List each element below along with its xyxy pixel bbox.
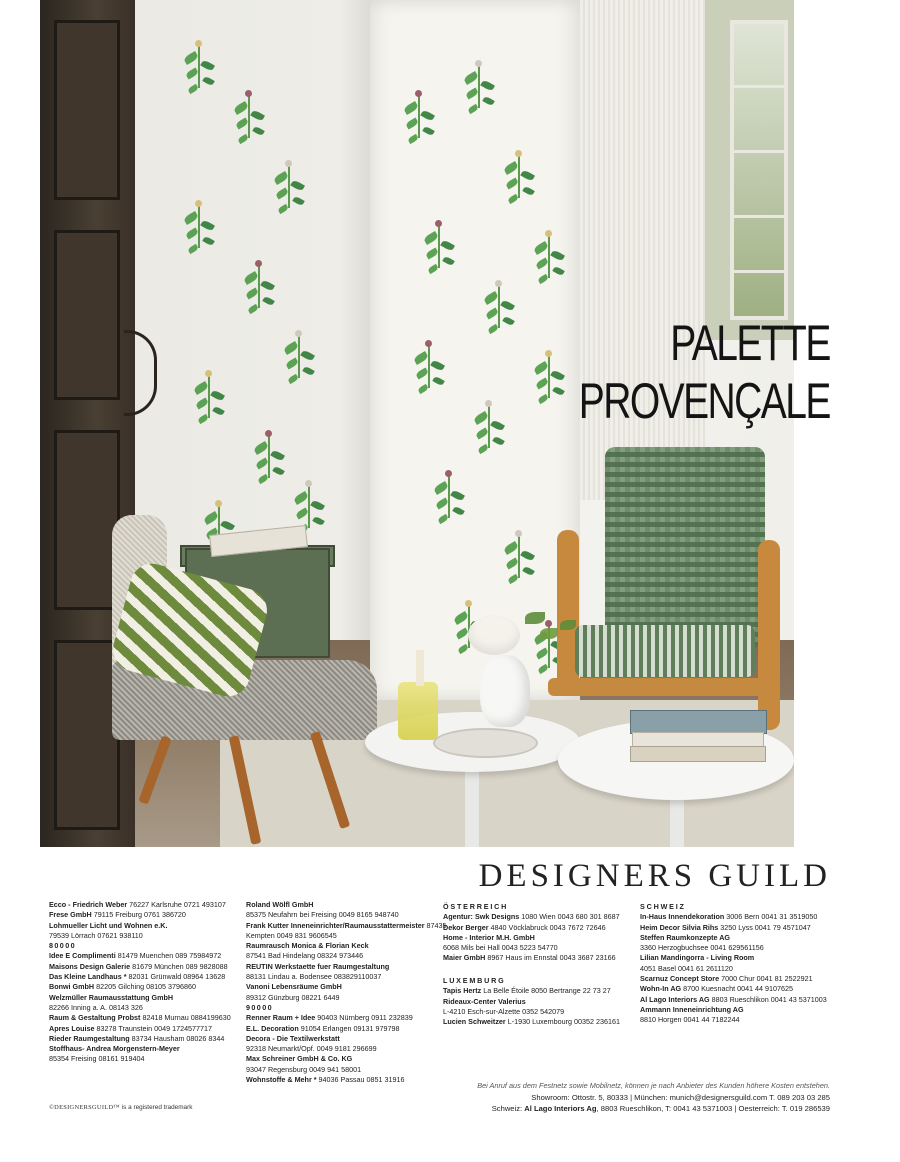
plant-motif (208, 376, 210, 418)
stockist-line: Agentur: Swk Designs 1080 Wien 0043 680 301 8687 (443, 912, 620, 922)
plant-motif (428, 346, 430, 388)
leaf (273, 171, 289, 185)
plant-motif (518, 536, 520, 578)
leaf (290, 179, 305, 192)
stockist-line: Stoffhaus- Andrea Morgenstern-Meyer (49, 1044, 180, 1054)
flower (245, 90, 252, 97)
stockist-line: Raum & Gestaltung Probst 82418 Murnau 0884199630 (49, 1013, 231, 1023)
leaf (257, 474, 268, 484)
stockist-line: Frese GmbH 79115 Freiburg 0761 386720 (49, 910, 186, 920)
leaf (200, 219, 215, 232)
stockist-line: Maisons Design Galerie 81679 München 089 9828088 (49, 961, 228, 971)
stockist-column-4 (640, 900, 827, 1026)
leaf (277, 204, 288, 214)
stockist-line: Roland Wölfl GmbH (246, 900, 314, 909)
headline-line-1: PALETTE (670, 315, 830, 371)
plant-motif (478, 66, 480, 108)
plant-motif (288, 166, 290, 208)
stockist-line: 92318 Neumarkt/Opf. 0049 9181 296699 (246, 1044, 377, 1054)
leaf (210, 389, 225, 402)
leaf (292, 196, 305, 207)
leaf (195, 397, 209, 409)
flower (495, 280, 502, 287)
flower (515, 530, 522, 537)
plant-motif (518, 156, 520, 198)
stockist-line: 89312 Günzburg 08221 6449 (246, 992, 340, 1002)
brand-logo: DESIGNERS GUILD (478, 858, 831, 894)
flower (475, 60, 482, 67)
stockist-line: Decora - Die Textilwerkstatt (246, 1033, 340, 1043)
book-stack (630, 710, 765, 760)
stockist-line: Heim Decor Silvia Rihs 3250 Lyss 0041 79 4571047 (640, 922, 811, 932)
plant-motif (418, 96, 420, 138)
stockist-line: 88131 Lindau a. Bodensee 083829110037 (246, 972, 382, 982)
flower (255, 260, 262, 267)
stockist-line: Renner Raum + Idee 90403 Nürnberg 0911 232839 (246, 1013, 413, 1023)
postcode-heading: 80000 (49, 941, 76, 951)
flower (465, 600, 472, 607)
stockist-line: 8810 Horgen 0041 44 7182244 (640, 1015, 740, 1025)
stockist-line: L-4210 Esch-sur-Alzette 0352 542079 (443, 1006, 565, 1016)
flower (265, 430, 272, 437)
stockist-line: Steffen Raumkonzepte AG (640, 932, 730, 942)
stockist-line: Raumrausch Monica & Florian Keck (246, 941, 369, 951)
flower (295, 330, 302, 337)
leaf (300, 349, 315, 362)
stockist-line: 85354 Freising 08161 919404 (49, 1054, 145, 1064)
stockist-line: Welzmüller Raumausstattung GmbH (49, 992, 174, 1002)
leaf (293, 491, 309, 505)
leaf (185, 227, 199, 239)
leaf (285, 357, 299, 369)
spacer (443, 964, 620, 974)
stockist-line: Frank Kutter Inneneinrichter/Raumausstattermeister 87435 (246, 920, 447, 930)
leaf (202, 236, 215, 247)
stockist-line: E.L. Decoration 91054 Erlangen 09131 979798 (246, 1023, 400, 1033)
stockist-line: In-Haus Innendekoration 3006 Bern 0041 31 3519050 (640, 912, 818, 922)
leaf (247, 304, 258, 314)
leaf (183, 51, 199, 65)
stockist-line: Maier GmbH 8967 Haus im Ennstal 0043 3687 23166 (443, 953, 616, 963)
leaf (287, 374, 298, 384)
stockist-line: Home - Interior M.H. GmbH (443, 932, 535, 942)
stockist-line: Lucien Schweitzer L-1930 Luxembourg 00352 236161 (443, 1017, 621, 1027)
stockist-line: 3360 Herzogbuchsee 0041 629561156 (640, 943, 764, 953)
stockist-line: Apres Louise 83278 Traunstein 0049 1724577717 (49, 1023, 213, 1033)
plant-motif (198, 206, 200, 248)
flower (205, 370, 212, 377)
leaf (275, 187, 289, 199)
stockist-line: Rideaux-Center Valerius (443, 996, 526, 1006)
flower (415, 90, 422, 97)
stockist-line: Dekor Berger 4840 Vöcklabruck 0043 7672 72646 (443, 922, 606, 932)
stockist-line: 82266 Inning a. A. 08143 326 (49, 1002, 143, 1012)
plant-motif (548, 236, 550, 278)
stockist-line: Ecco - Friedrich Weber 76227 Karlsruhe 0721 493107 (49, 900, 226, 909)
plant-motif (448, 476, 450, 518)
stockist-line: 4051 Basel 0041 61 2611120 (640, 963, 733, 973)
leaf (237, 134, 248, 144)
leaf (243, 271, 259, 285)
stockist-line: Lohmueller Licht und Wohnen e.K. (49, 920, 168, 930)
leaf (193, 381, 209, 395)
postcode-heading: 90000 (246, 1002, 273, 1012)
stockist-line: Scarnuz Concept Store 7000 Chur 0041 81 2522921 (640, 974, 813, 984)
headline-line-2: PROVENÇALE (579, 373, 830, 429)
stockist-column-2 (246, 900, 447, 1085)
stockist-line: Max Schreiner GmbH & Co. KG (246, 1054, 353, 1064)
flower (285, 160, 292, 167)
flower (545, 620, 552, 627)
stockist-line: Idee E Complimenti 81479 Muenchen 089 75984972 (49, 951, 222, 961)
flower (485, 400, 492, 407)
stockist-line: 79539 Lörrach 07621 938110 (49, 930, 143, 940)
cost-note: Bei Anruf aus dem Festnetz sowie Mobilnetz, können je nach Anbieter des Kunden höhere Kosten entstehen. (477, 1081, 830, 1090)
headline (579, 314, 830, 430)
stockist-line: REUTIN Werkstaette fuer Raumgestaltung (246, 961, 390, 971)
stockist-column-1 (49, 900, 231, 1065)
flower (305, 480, 312, 487)
stockist-line: Ammann Inneneinrichtung AG (640, 1004, 744, 1014)
stockist-line: Das Kleine Landhaus * 82031 Grünwald 08964 13628 (49, 972, 226, 982)
stockist-line: Al Lago Interiors AG 8803 Rueschlikon 0041 43 5371003 (640, 994, 827, 1004)
stockist-line: 93047 Regensburg 0049 941 58001 (246, 1064, 362, 1074)
stockist-line: Lilian Mandingorra - Living Room (640, 953, 755, 963)
leaf (283, 341, 299, 355)
flower (545, 350, 552, 357)
leaf (197, 414, 208, 424)
stockist-line: 87541 Bad Hindelang 08324 973446 (246, 951, 364, 961)
stockist-line: Wohnstoffe & Mehr * 94036 Passau 0851 31916 (246, 1075, 405, 1085)
stockist-line: Wohn-In AG 8700 Kuesnacht 0041 44 9107625 (640, 984, 794, 994)
leaf (250, 109, 265, 122)
flower (195, 40, 202, 47)
flower (425, 340, 432, 347)
leaf (255, 457, 269, 469)
leaf (270, 449, 285, 462)
leaf (272, 466, 285, 477)
leaf (203, 511, 219, 525)
leaf (187, 84, 198, 94)
leaf (235, 117, 249, 129)
country-heading: LUXEMBURG (443, 976, 506, 986)
leaf (252, 126, 265, 137)
leaf (212, 406, 225, 417)
leaf (245, 287, 259, 299)
flower (515, 150, 522, 157)
leaf (312, 516, 325, 527)
leaf (310, 499, 325, 512)
leaf (260, 279, 275, 292)
plant-motif (198, 46, 200, 88)
leaf (262, 296, 275, 307)
trademark-notice: ©DESIGNERSGUILD™ is a registered trademark (49, 1104, 193, 1111)
country-heading: ÖSTERREICH (443, 902, 509, 911)
stockist-line: 85375 Neufahrn bei Freising 0049 8165 948740 (246, 910, 399, 920)
leaf (202, 76, 215, 87)
plant-motif (308, 486, 310, 528)
plant-motif (498, 286, 500, 328)
leaf (187, 244, 198, 254)
showroom-info: Showroom: Ottostr. 5, 80333 | München: munich@designersguild.com T. 089 203 03 285 (531, 1093, 830, 1102)
plant-motif (438, 226, 440, 268)
plant-motif (298, 336, 300, 378)
plant-motif (258, 266, 260, 308)
leaf (253, 441, 269, 455)
leaf (302, 366, 315, 377)
stockist-line: 6068 Mils bei Hall 0043 5223 54770 (443, 943, 558, 953)
leaf (183, 211, 199, 225)
leaf (295, 507, 309, 519)
flower (195, 200, 202, 207)
stockist-line: Kempten 0049 831 9606545 (246, 930, 337, 940)
leaf (185, 67, 199, 79)
plant-motif (548, 356, 550, 398)
flower (445, 470, 452, 477)
stockist-line: Tapis Hertz La Belle Étoile 8050 Bertrange 22 73 27 (443, 986, 611, 996)
plant-motif (488, 406, 490, 448)
plant-motif (248, 96, 250, 138)
flower (435, 220, 442, 227)
flower (215, 500, 222, 507)
leaf (233, 101, 249, 115)
stockist-column-3 (443, 900, 620, 1028)
leaf (200, 59, 215, 72)
vase (480, 655, 530, 727)
swiss-austria-info: Schweiz: Al Lago Interiors Ag, 8803 Rueschlikon, T: 0041 43 5371003 | Oesterreich: T. 019 286539 (491, 1104, 830, 1113)
stockist-line: Rieder Raumgestaltung 83734 Hausham 08026 8344 (49, 1033, 225, 1043)
country-heading: SCHWEIZ (640, 902, 686, 911)
flower (545, 230, 552, 237)
leaf (220, 519, 235, 532)
stockist-line: Bonwi GmbH 82205 Gilching 08105 3796860 (49, 982, 197, 992)
stockist-line: Vanoni Lebensräume GmbH (246, 982, 342, 992)
plant-motif (268, 436, 270, 478)
